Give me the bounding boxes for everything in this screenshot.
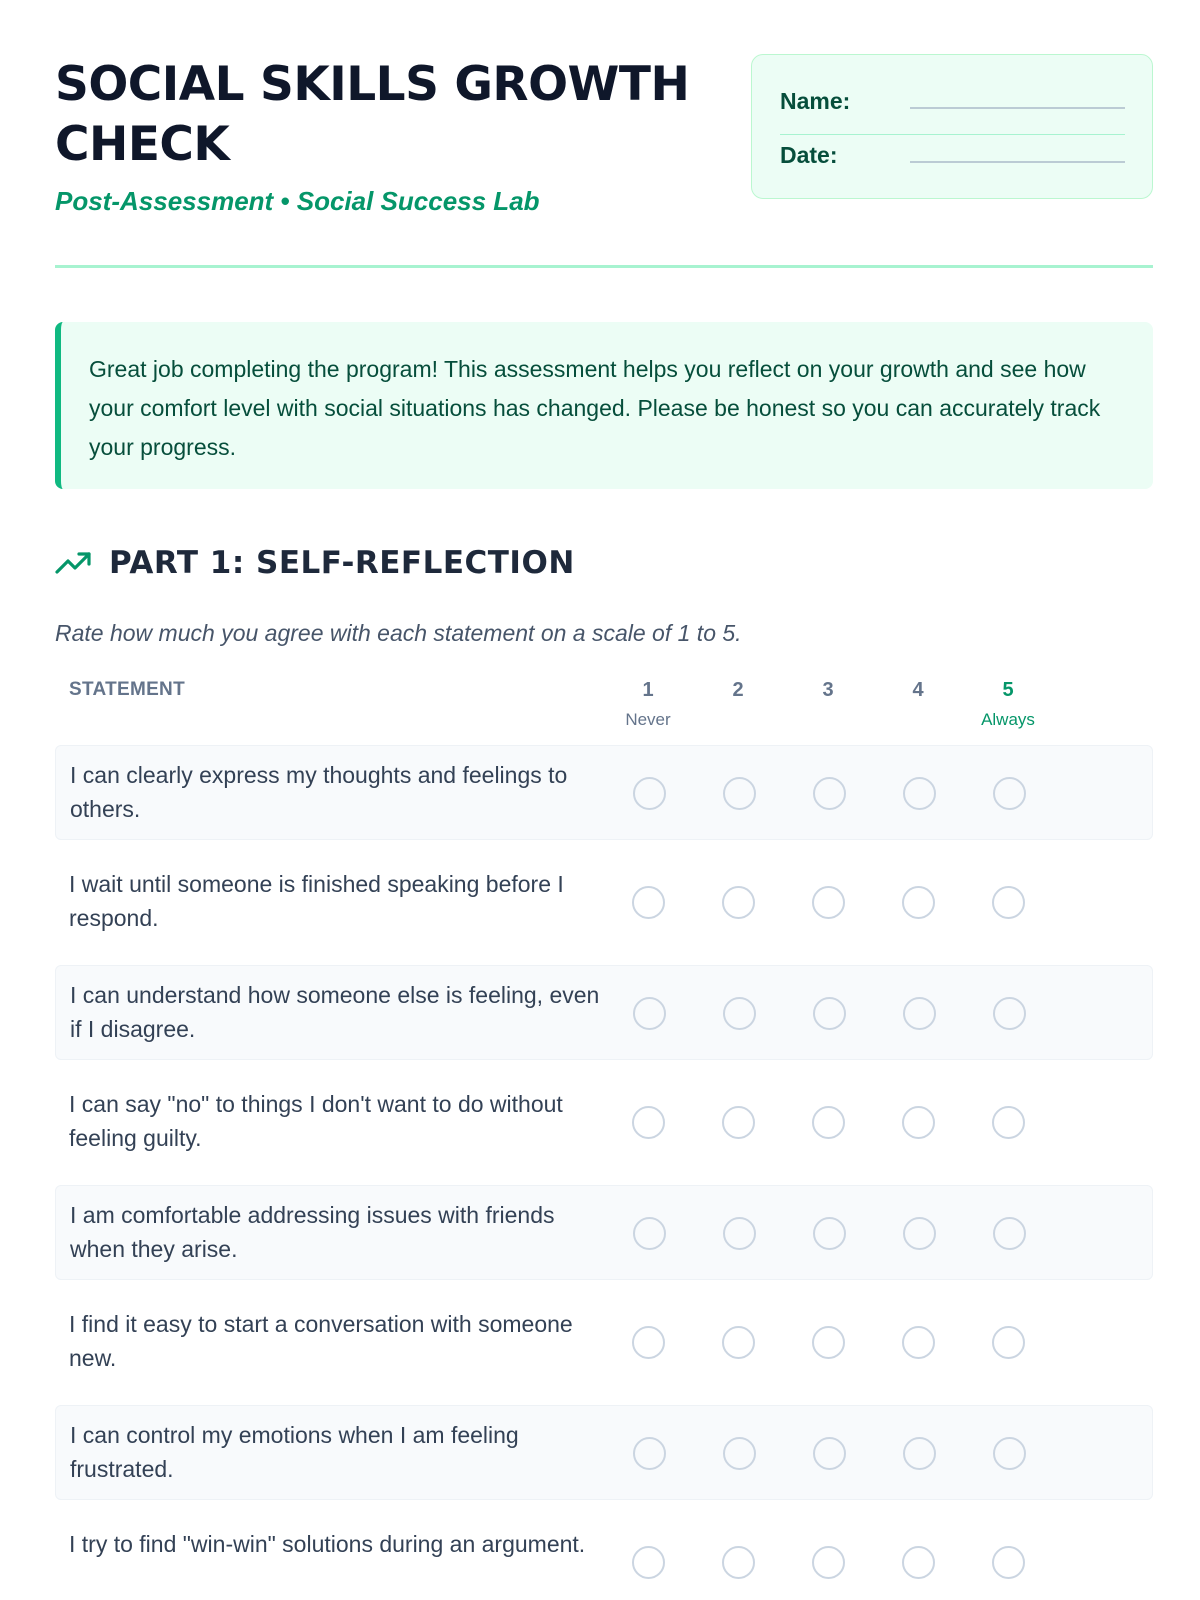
name-field[interactable] (910, 107, 1125, 109)
page-title: SOCIAL SKILLS GROWTH CHECK (55, 57, 690, 172)
date-field[interactable] (910, 161, 1125, 163)
section-instructions: Rate how much you agree with each statement on a scale of 1 to 5. (55, 620, 742, 646)
scale-header-5 (968, 679, 1048, 730)
scale-value: 4 (912, 679, 924, 701)
scale-label: Always (981, 710, 1035, 729)
statement-text: I can say "no" to things I don't want to do without feeling guilty. (69, 1091, 563, 1151)
statement-text: I can understand how someone else is feeling, even if I disagree. (70, 982, 600, 1042)
section-title: PART 1: SELF-REFLECTION (109, 545, 575, 581)
scale-value: 3 (822, 679, 834, 701)
table-header (55, 675, 1153, 735)
rating-radio-4[interactable] (903, 1217, 936, 1250)
scale-header-2 (698, 679, 778, 702)
name-label: Name: (780, 88, 851, 114)
scale-label: Never (625, 710, 671, 729)
scale-value: 2 (732, 679, 744, 701)
rating-radio-3[interactable] (813, 1437, 846, 1470)
scale-value: 5 (1002, 679, 1014, 701)
trending-up-icon (55, 550, 95, 576)
intro-callout (55, 322, 1153, 489)
rating-radio-2[interactable] (722, 1106, 755, 1139)
scale-header-3 (788, 679, 868, 702)
rating-radio-1[interactable] (632, 1326, 665, 1359)
header-divider (55, 265, 1153, 268)
table-row (55, 965, 1153, 1060)
statement-text: I am comfortable addressing issues with friends when they arise. (70, 1202, 555, 1262)
rating-radio-1[interactable] (633, 1217, 666, 1250)
rating-radio-5[interactable] (993, 1437, 1026, 1470)
scale-header-4 (878, 679, 958, 702)
table-row (55, 855, 1153, 950)
rating-radio-1[interactable] (633, 997, 666, 1030)
rating-radio-2[interactable] (723, 777, 756, 810)
rating-radio-4[interactable] (903, 777, 936, 810)
rating-radio-2[interactable] (723, 1217, 756, 1250)
table-row (55, 1515, 1153, 1600)
rating-radio-2[interactable] (722, 1546, 755, 1579)
statement-text: I find it easy to start a conversation with someone new. (69, 1311, 573, 1371)
rating-radio-3[interactable] (813, 1217, 846, 1250)
rating-radio-4[interactable] (902, 1106, 935, 1139)
scale-header-1 (608, 679, 688, 730)
rating-radio-5[interactable] (993, 1217, 1026, 1250)
date-label: Date: (780, 142, 838, 168)
rating-radio-4[interactable] (902, 1546, 935, 1579)
name-row (780, 81, 1125, 123)
table-row (55, 1295, 1153, 1390)
statement-column-header: STATEMENT (69, 679, 185, 700)
rating-radio-5[interactable] (993, 777, 1026, 810)
rating-radio-4[interactable] (903, 997, 936, 1030)
rating-radio-2[interactable] (723, 1437, 756, 1470)
rating-radio-1[interactable] (632, 1546, 665, 1579)
statement-text: I wait until someone is finished speaking before I respond. (69, 871, 564, 931)
rating-radio-3[interactable] (812, 886, 845, 919)
rating-radio-2[interactable] (723, 997, 756, 1030)
rating-radio-3[interactable] (812, 1106, 845, 1139)
rating-radio-1[interactable] (633, 777, 666, 810)
table-row (55, 1185, 1153, 1280)
rating-radio-3[interactable] (813, 997, 846, 1030)
rating-radio-4[interactable] (902, 1326, 935, 1359)
rating-radio-4[interactable] (903, 1437, 936, 1470)
header (55, 0, 1153, 268)
table-row (55, 745, 1153, 840)
rating-radio-5[interactable] (992, 1106, 1025, 1139)
rating-radio-1[interactable] (633, 1437, 666, 1470)
rating-radio-3[interactable] (812, 1546, 845, 1579)
intro-text: Great job completing the program! This assessment helps you reflect on your growth and see how your comfort level with social situations has changed. Please be honest so you can accurately track your progress. (89, 356, 1101, 460)
statement-text: I can clearly express my thoughts and feelings to others. (70, 762, 568, 822)
scale-value: 1 (642, 679, 654, 701)
rating-radio-1[interactable] (632, 886, 665, 919)
rating-radio-5[interactable] (993, 997, 1026, 1030)
rating-radio-5[interactable] (992, 886, 1025, 919)
rating-radio-5[interactable] (992, 1326, 1025, 1359)
statement-text: I can control my emotions when I am feeling frustrated. (70, 1422, 519, 1482)
rating-radio-2[interactable] (722, 886, 755, 919)
statement-text: I try to find "win-win" solutions during an argument. (69, 1531, 586, 1557)
section-header (55, 545, 575, 581)
rating-radio-3[interactable] (812, 1326, 845, 1359)
date-row (780, 134, 1125, 177)
student-info-box (751, 54, 1153, 199)
assessment-page (55, 0, 1153, 1557)
statement-rows (55, 745, 1153, 1600)
page-subtitle: Post-Assessment • Social Success Lab (55, 186, 540, 216)
rating-radio-4[interactable] (902, 886, 935, 919)
table-row (55, 1405, 1153, 1500)
rating-radio-2[interactable] (722, 1326, 755, 1359)
table-row (55, 1075, 1153, 1170)
rating-radio-1[interactable] (632, 1106, 665, 1139)
rating-radio-3[interactable] (813, 777, 846, 810)
rating-radio-5[interactable] (992, 1546, 1025, 1579)
